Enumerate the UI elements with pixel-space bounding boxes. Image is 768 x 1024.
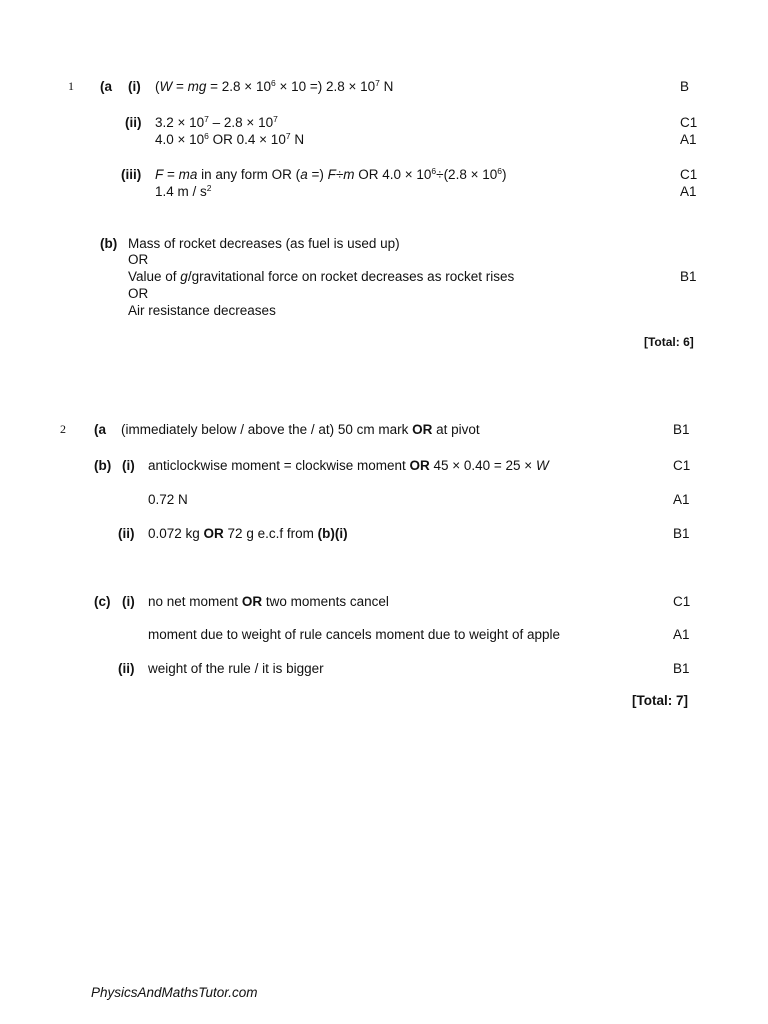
q2-part-a-label: (a bbox=[94, 422, 107, 437]
q1-b-line2: Value of g/gravitational force on rocket decreases as rocket rises bbox=[128, 269, 515, 284]
q1-part-a-iii-line1: F = ma in any form OR (a =) F÷m OR $4.0 \times 10^6\div(2.8 \times 10^6)$ bbox=[155, 166, 507, 182]
q1-b-or-2: OR bbox=[128, 286, 149, 301]
q2-part-c-ii-answer: weight of the rule / it is bigger bbox=[148, 661, 324, 676]
q1-part-a-i-label: (i) bbox=[128, 79, 141, 94]
q1-a-i-mark: B bbox=[680, 79, 690, 94]
q1-part-a-ii-line2: $4.0 \times 10^6$ OR $0.4 \times 10^7$ N bbox=[155, 131, 305, 147]
q2-part-b-ii-answer: 0.072 kg OR 72 g e.c.f from (b)(i) bbox=[148, 526, 348, 541]
q2-part-a-answer: (immediately below / above the / at) 50 cm mark OR at pivot bbox=[121, 422, 480, 437]
q1-b-line1: Mass of rocket decreases (as fuel is used up) bbox=[128, 236, 400, 251]
q2-part-b-i-answer: anticlockwise moment = clockwise moment OR 45 × 0.40 = 25 × W bbox=[148, 458, 549, 473]
q2-part-b-ii-label: (ii) bbox=[118, 526, 135, 541]
q1-a-ii-mark-c1: C1 bbox=[680, 115, 698, 130]
q1-part-a-i-answer: (W = mg = $2.8 \times 10^6 \times 10$ =) $2.8 \times 10^7$ N bbox=[155, 78, 394, 94]
q2-part-c-i-line2: moment due to weight of rule cancels moment due to weight of apple bbox=[148, 627, 560, 642]
q2-part-c-ii-label: (ii) bbox=[118, 661, 135, 676]
q1-b-mark: B1 bbox=[680, 269, 697, 284]
q2-total: [Total: 7] bbox=[632, 693, 688, 708]
q1-part-a-iii-line2: 1.4 m / $s^2$ bbox=[155, 183, 212, 199]
q1-b-line3: Air resistance decreases bbox=[128, 303, 276, 318]
q2-part-b-i-line2: 0.72 N bbox=[148, 492, 188, 507]
question-1-number: 1 bbox=[68, 79, 74, 93]
q1-a-iii-mark-a1: A1 bbox=[680, 184, 697, 199]
q2-c-ii-mark: B1 bbox=[673, 661, 690, 676]
q2-a-mark: B1 bbox=[673, 422, 690, 437]
q2-part-b-i-label: (i) bbox=[122, 458, 135, 473]
q1-a-ii-mark-a1: A1 bbox=[680, 132, 697, 147]
q1-b-or-1: OR bbox=[128, 252, 149, 267]
q1-part-a-label: (a bbox=[100, 79, 113, 94]
q2-part-c-label: (c) bbox=[94, 594, 111, 609]
question-2-number: 2 bbox=[60, 422, 66, 436]
q2-c-i-mark-a1: A1 bbox=[673, 627, 690, 642]
q2-part-c-i-answer: no net moment OR two moments cancel bbox=[148, 594, 389, 609]
q2-b-i-mark-c1: C1 bbox=[673, 458, 691, 473]
q1-total: [Total: 6] bbox=[644, 335, 694, 349]
q2-c-i-mark-c1: C1 bbox=[673, 594, 691, 609]
q1-part-b-label: (b) bbox=[100, 236, 118, 251]
q2-part-b-label: (b) bbox=[94, 458, 112, 473]
q2-b-i-mark-a1: A1 bbox=[673, 492, 690, 507]
q1-a-iii-mark-c1: C1 bbox=[680, 167, 698, 182]
q1-part-a-ii-label: (ii) bbox=[125, 115, 142, 130]
q1-part-a-iii-label: (iii) bbox=[121, 167, 142, 182]
q2-part-c-i-label: (i) bbox=[122, 594, 135, 609]
q2-b-ii-mark: B1 bbox=[673, 526, 690, 541]
q1-part-a-ii-line1: $3.2 \times 10^7 - 2.8 \times 10^7$ bbox=[155, 114, 278, 130]
footer-site-name: PhysicsAndMathsTutor.com bbox=[91, 985, 258, 1000]
